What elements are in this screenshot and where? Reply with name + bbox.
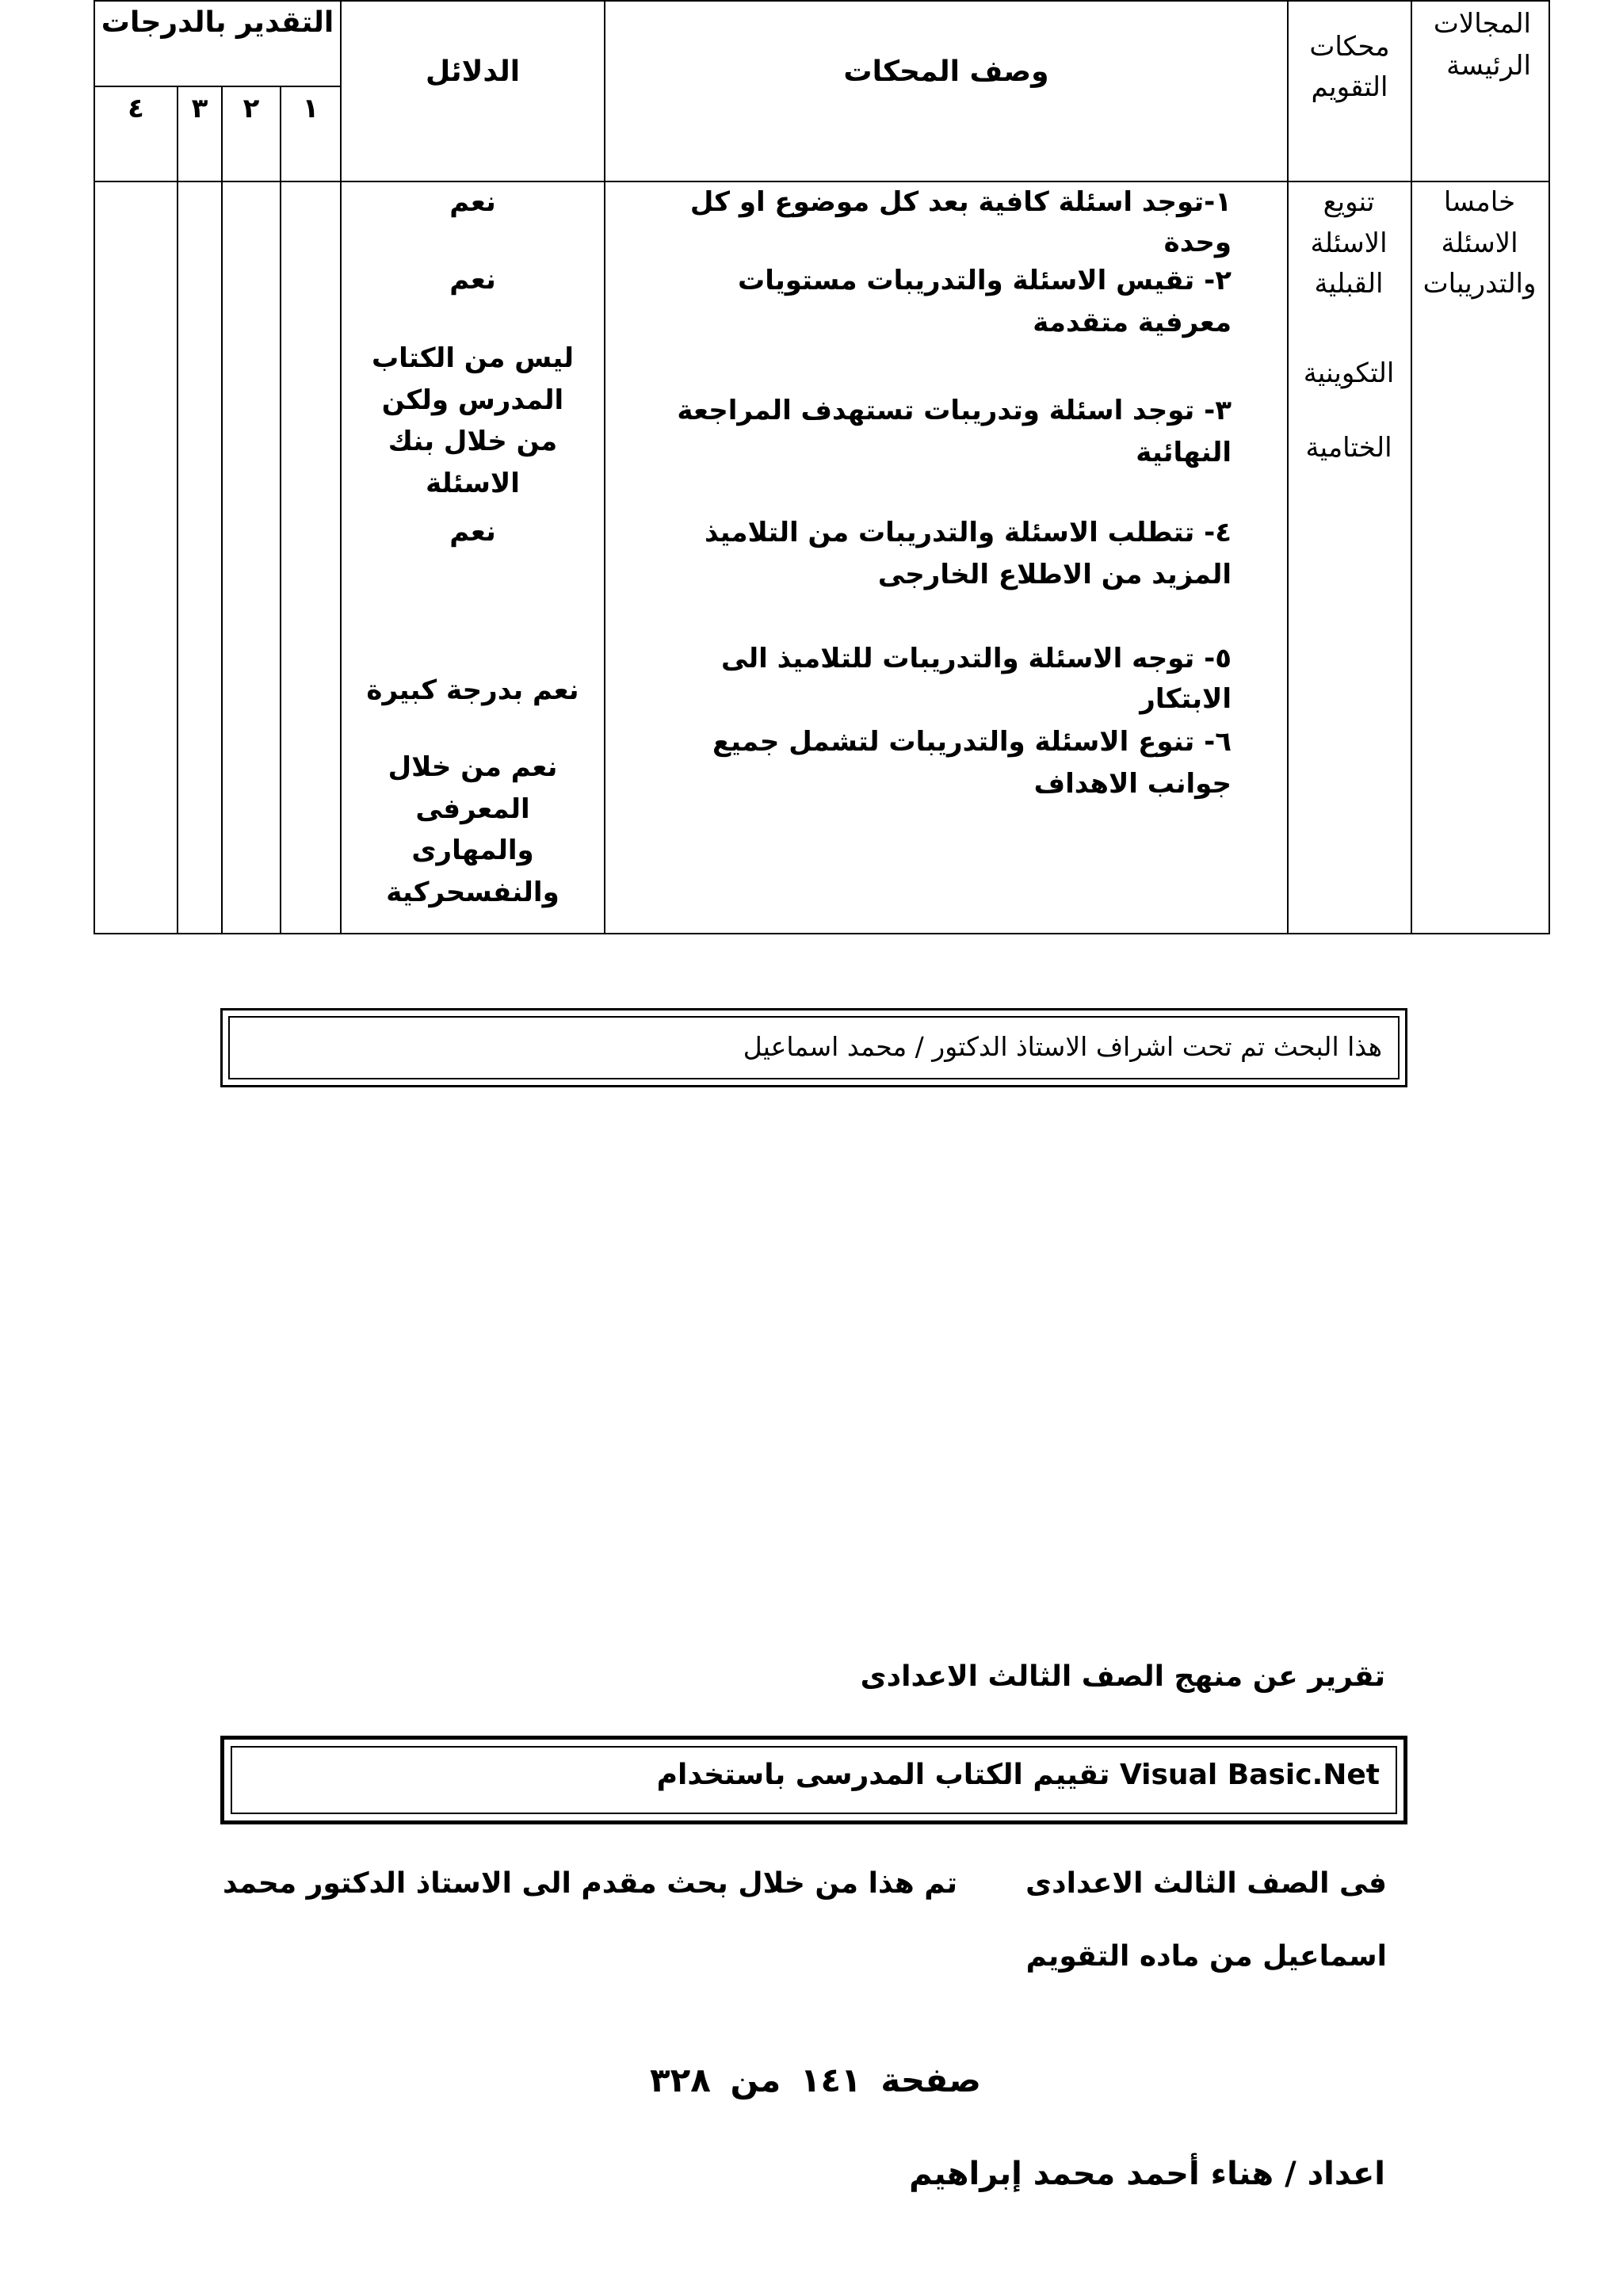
grade-3: ٣ — [178, 86, 222, 181]
supervision-note: هذا البحث تم تحت اشراف الاستاذ الدكتور / محمد اسماعيل — [743, 1031, 1382, 1062]
report-title: تقرير عن منهج الصف الثالث الاعدادى — [860, 1660, 1385, 1693]
report-line-subject: اسماعيل من ماده التقويم — [1025, 1940, 1387, 1973]
header-criteria — [1288, 1, 1411, 181]
grade-1: ١ — [281, 86, 341, 181]
header-description — [605, 1, 1288, 181]
header-description-label: وصف المحكات — [843, 55, 1049, 88]
domain-cell — [1411, 181, 1549, 934]
evidence-cell — [341, 181, 605, 934]
grade-2-cell — [222, 181, 281, 934]
description-item-4: ٤- تتطلب الاسئلة والتدريبات من التلاميذ المزيد من الاطلاع الخارجى — [704, 517, 1232, 590]
description-item-2: ٢- تقيس الاسئلة والتدريبات مستويات معرفية متقدمة — [738, 265, 1232, 338]
header-rating-label: التقدير بالدرجات — [101, 6, 334, 39]
grade-1-cell — [281, 181, 341, 934]
report-box-title — [657, 1754, 1380, 1797]
header-criteria-label: محكات التقويم — [1309, 31, 1390, 103]
evidence-item-3: ليس من الكتاب المدرس ولكن من خلال بنك الاسئلة — [371, 342, 575, 500]
supervision-box — [220, 1008, 1407, 1087]
description-item-1: ١-توجد اسئلة كافية بعد كل موضوع او كل وحدة — [689, 186, 1232, 258]
header-domains — [1411, 1, 1549, 181]
description-item-6: ٦- تنوع الاسئلة والتدريبات لتشمل جميع جوانب الاهداف — [712, 726, 1232, 800]
evaluation-table — [94, 0, 1550, 934]
evidence-item-2: نعم — [449, 264, 496, 296]
page-number: صفحة ١٤١ من ٣٢٨ — [649, 2061, 981, 2099]
description-cell — [605, 181, 1288, 934]
header-evidence — [341, 1, 605, 181]
criteria-line-2: التكوينية — [1303, 357, 1395, 389]
grade-4-cell — [94, 181, 178, 934]
report-box — [220, 1736, 1407, 1824]
grade-2: ٢ — [222, 86, 281, 181]
criteria-line-1: تنويع الاسئلة القبلية — [1310, 186, 1388, 300]
header-rating — [94, 1, 341, 86]
description-item-3: ٣- توجد اسئلة وتدريبات تستهدف المراجعة النهائية — [677, 395, 1232, 468]
criteria-line-3: الختامية — [1305, 432, 1392, 464]
grade-4: ٤ — [94, 86, 178, 181]
evidence-item-5: نعم بدرجة كبيرة — [366, 674, 579, 706]
header-evidence-label: الدلائل — [425, 55, 521, 88]
evidence-item-1: نعم — [449, 186, 496, 218]
report-line-grade: فى الصف الثالث الاعدادى — [1025, 1867, 1387, 1900]
grade-3-cell — [178, 181, 222, 934]
evidence-item-6: نعم من خلال المعرفى والمهارى والنفسحركية — [386, 751, 559, 909]
description-item-5: ٥- توجه الاسئلة والتدريبات للتلاميذ الى الابتكار — [720, 643, 1232, 715]
author-line: اعداد / هناء أحمد محمد إبراهيم — [909, 2156, 1385, 2192]
evidence-item-4: نعم — [449, 516, 496, 548]
header-domains-label: المجالات الرئيسة — [1433, 8, 1531, 82]
report-line-research: تم هذا من خلال بحث مقدم الى الاستاذ الدكتور محمد — [222, 1867, 957, 1900]
criteria-cell — [1288, 181, 1411, 934]
report-box-title-ar: تقييم الكتاب المدرسى باستخدام — [656, 1759, 1110, 1791]
domain-label: خامسا الاسئلة والتدريبات — [1423, 186, 1537, 300]
report-box-title-en: Visual Basic.Net — [1119, 1759, 1380, 1791]
